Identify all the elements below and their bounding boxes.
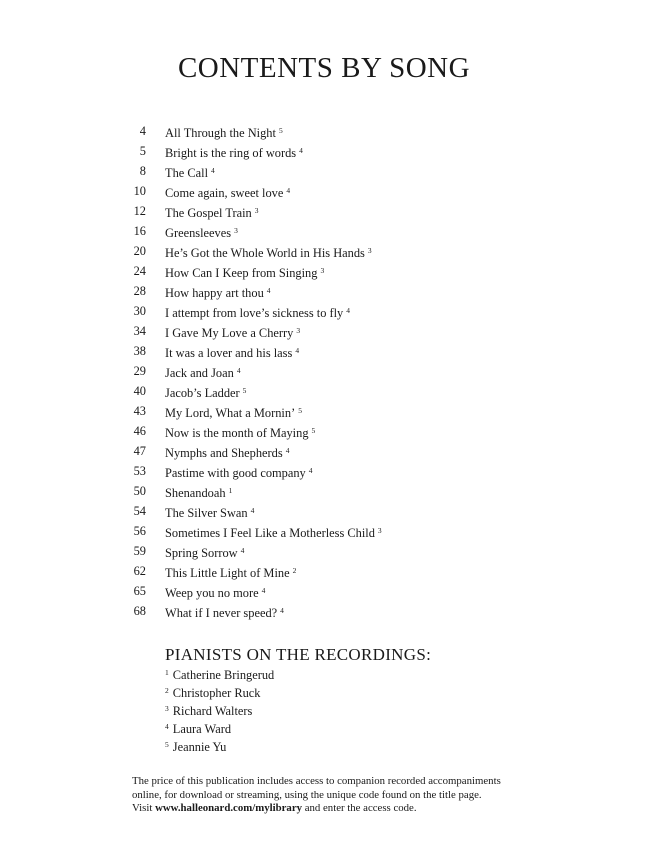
pianist-reference: 4 [211,166,215,175]
song-title: Nymphs and Shepherds [165,446,283,460]
pianist-reference: 3 [320,266,325,275]
song-title: Jacob’s Ladder [165,386,240,400]
song-title: I attempt from love’s sickness to fly [165,306,344,320]
song-page-number: 68 [133,604,146,618]
song-title: The Gospel Train [165,206,252,220]
song-page-number: 56 [133,524,146,538]
song-title: The Call [165,166,209,180]
song-title-entry [165,521,382,543]
pianist-reference: 5 [311,426,316,435]
song-page-number: 16 [133,224,146,238]
pianist-reference: 5 [278,126,283,135]
song-title: How Can I Keep from Singing [165,266,318,280]
song-page-number: 40 [133,384,146,398]
note-line-1: The price of this publication includes access to companion recorded accompaniments [132,775,501,787]
song-page-number: 50 [133,484,146,498]
pianist-number: 4 [165,722,169,731]
song-title: Sometimes I Feel Like a Motherless Child [165,526,375,540]
pianist-number: 5 [165,740,169,749]
pianist-item [165,736,226,756]
song-title: Greensleeves [165,226,232,240]
pianist-reference: 5 [242,386,247,395]
song-title-entry [165,201,258,223]
song-title: My Lord, What a Mornin’ [165,406,296,420]
pianist-name: Catherine Bringerud [172,668,275,682]
pianist-reference: 2 [292,566,297,575]
song-title: He’s Got the Whole World in His Hands [165,246,365,260]
note-line-3-post: and enter the access code. [304,802,417,814]
song-title-entry [165,441,289,463]
song-title-entry [165,361,241,383]
song-title: How happy art thou [165,286,264,300]
note-line-3 [132,802,552,816]
pianists-heading: PIANISTS ON THE RECORDINGS: [165,645,432,664]
pianist-reference: 3 [234,226,238,235]
note-line-2: online, for download or streaming, using the unique code found on the title page. [132,788,482,801]
song-title-entry [165,421,315,443]
song-title: Pastime with good company [165,466,306,480]
pianist-item [165,700,252,720]
song-page-number: 29 [133,364,146,378]
pianist-reference: 4 [240,546,245,555]
song-title-entry [165,381,246,403]
pianist-reference: 4 [236,366,241,375]
library-link[interactable]: www.halleonard.com/mylibrary [155,802,303,814]
song-title-entry [165,141,303,163]
song-page-number: 65 [133,584,146,598]
pianist-reference: 4 [250,506,255,515]
song-page-number: 54 [133,504,146,518]
song-page-number: 12 [133,204,146,218]
song-title-entry [165,321,300,343]
pianist-reference: 3 [377,526,382,535]
pianist-name: Jeannie Yu [172,740,227,754]
song-title-entry [165,341,299,363]
song-page-number: 43 [133,404,146,418]
access-note [132,775,552,816]
song-page-number: 5 [139,144,146,158]
song-page-number: 8 [139,164,146,178]
song-title: Shenandoah [165,486,226,500]
pianist-name: Richard Walters [172,704,253,718]
song-page-number: 62 [133,564,146,578]
pianist-reference: 3 [367,246,372,255]
song-page-number: 38 [133,344,146,358]
pianist-name: Christopher Ruck [172,686,261,700]
song-page-number: 30 [133,304,146,318]
song-title-entry [165,401,302,423]
song-title: Jack and Joan [165,366,234,380]
pianist-reference: 4 [308,466,313,475]
pianist-number: 2 [165,686,169,695]
song-title-entry [165,281,271,303]
song-title: The Silver Swan [165,506,248,520]
pianist-reference: 4 [285,446,290,455]
song-page-number: 28 [133,284,146,298]
song-title-entry [165,301,350,323]
song-title-entry [165,461,313,483]
song-title-entry [165,181,290,203]
song-page-number: 59 [133,544,146,558]
song-title-entry [165,601,284,623]
song-title-entry [165,481,232,503]
pianist-reference: 4 [280,606,284,615]
song-title-entry [165,261,324,283]
pianist-reference: 4 [266,286,271,295]
pianist-reference: 4 [261,586,266,595]
pianist-reference: 3 [254,206,259,215]
pianist-number: 1 [165,668,169,677]
pianist-reference: 4 [346,306,351,315]
song-title: This Little Light of Mine [165,566,290,580]
song-title-entry [165,121,283,143]
pianist-reference: 4 [299,146,303,155]
pianist-number: 3 [165,704,169,713]
song-page-number: 4 [139,124,146,138]
pianist-reference: 5 [298,406,302,415]
song-title: Spring Sorrow [165,546,238,560]
song-title-entry [165,581,265,603]
song-title-entry [165,541,244,563]
song-title: It was a lover and his lass [165,346,293,360]
pianist-reference: 4 [286,186,291,195]
song-title-entry [165,241,372,263]
song-title-entry [165,221,238,243]
song-title: Now is the month of Maying [165,426,309,440]
song-page-number: 53 [133,464,146,478]
song-page-number: 24 [133,264,146,278]
page-title: CONTENTS BY SONG [177,52,471,84]
song-title: Weep you no more [165,586,259,600]
song-title: I Gave My Love a Cherry [165,326,294,340]
pianist-reference: 3 [296,326,301,335]
pianist-reference: 1 [228,486,233,495]
pianist-item [165,664,274,684]
song-page-number: 10 [133,184,146,198]
pianist-name: Laura Ward [172,722,232,736]
song-page-number: 46 [133,424,146,438]
pianist-item [165,718,231,738]
song-page-number: 47 [133,444,146,458]
song-title-entry [165,501,254,523]
note-line-3-pre: Visit [132,802,153,814]
song-title-entry [165,561,296,583]
song-page-number: 20 [133,244,146,258]
song-title-entry [165,161,215,183]
pianist-reference: 4 [295,346,300,355]
song-page-number: 34 [133,324,146,338]
song-title: What if I never speed? [165,606,278,620]
song-title: Bright is the ring of words [165,146,297,160]
pianist-item [165,682,261,702]
song-title: Come again, sweet love [165,186,284,200]
song-title: All Through the Night [165,126,276,140]
